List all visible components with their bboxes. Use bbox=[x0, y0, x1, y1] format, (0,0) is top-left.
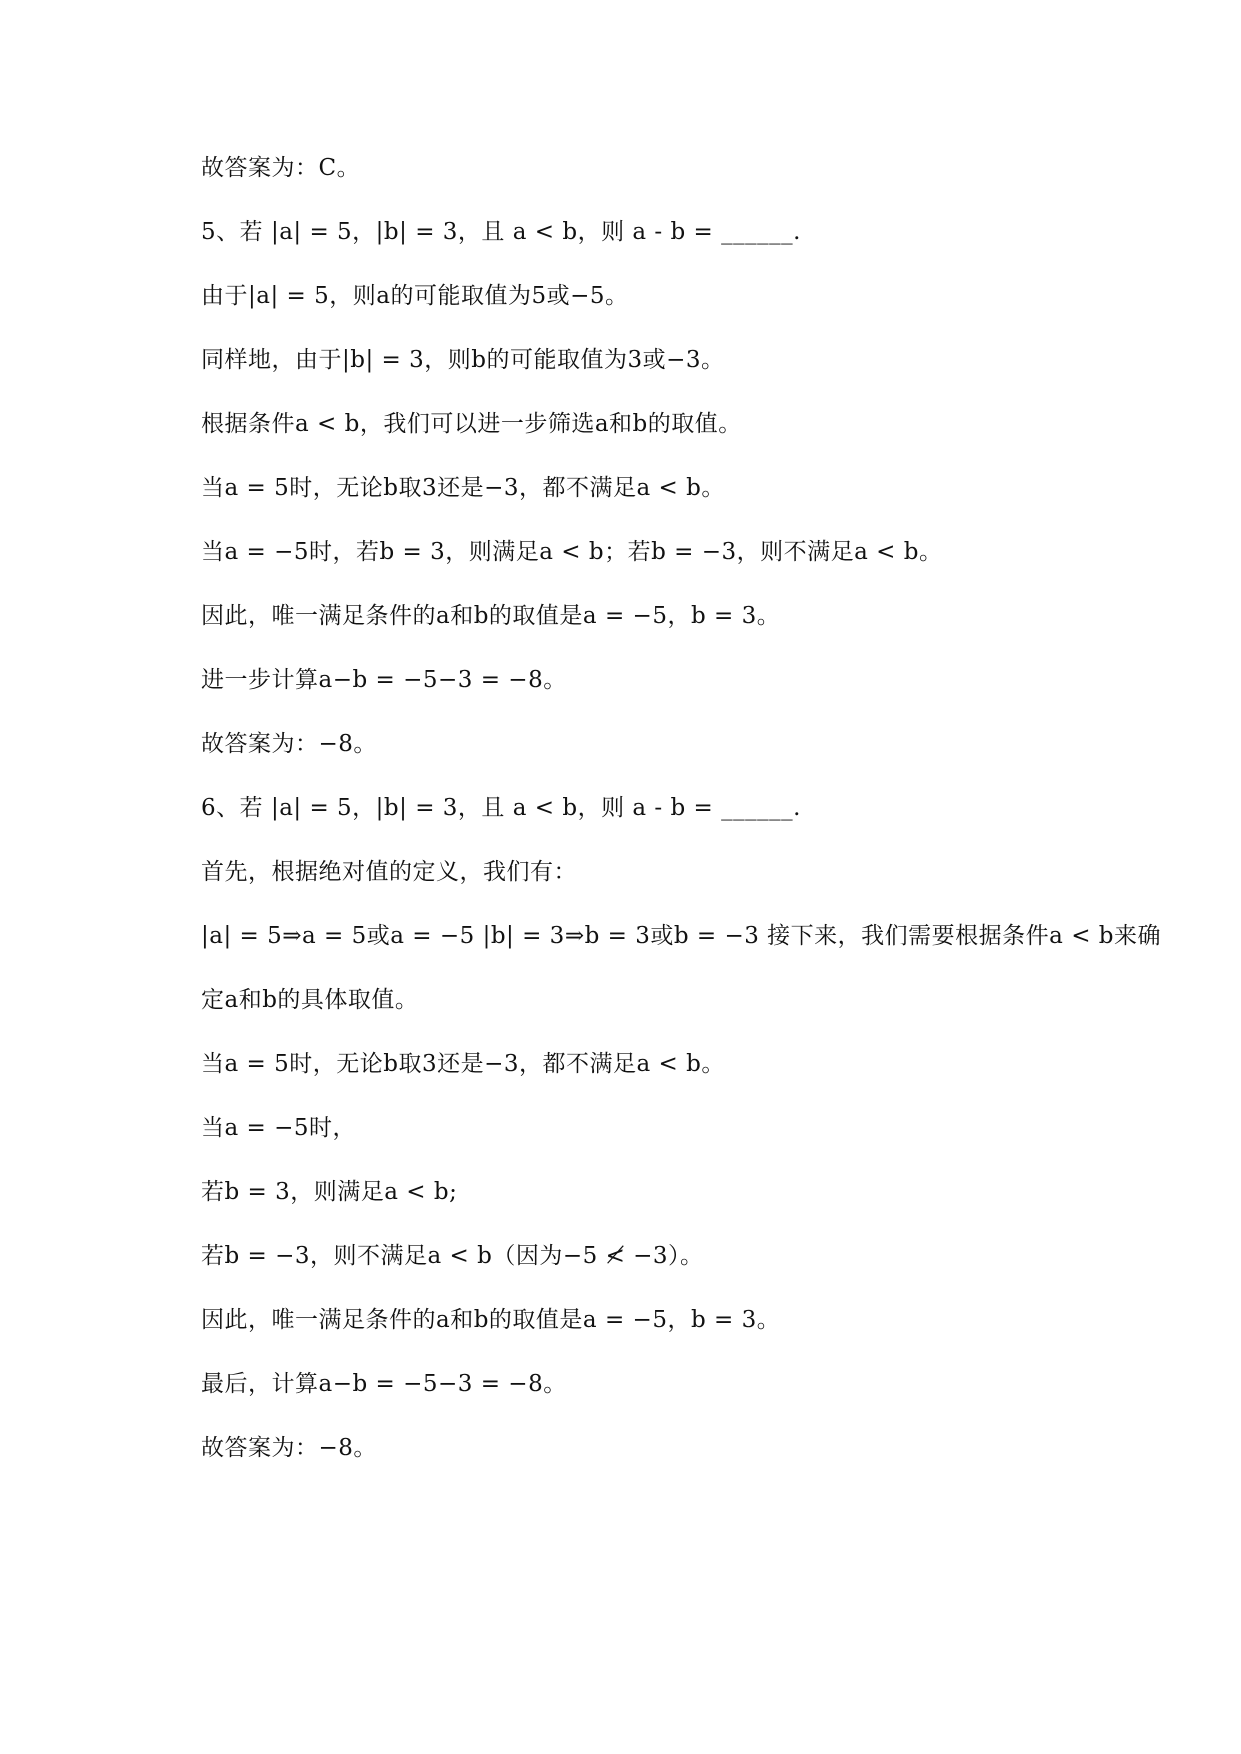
answer-line-c: 故答案为：C。 bbox=[201, 155, 361, 181]
answer-line: 故答案为：−8。 bbox=[201, 1435, 377, 1461]
solution-line: 当a = 5时，无论b取3还是−3，都不满足a < b。 bbox=[201, 475, 725, 501]
solution-line: 因此，唯一满足条件的a和b的取值是a = −5，b = 3。 bbox=[201, 603, 781, 629]
solution-line: 定a和b的具体取值。 bbox=[201, 987, 419, 1013]
solution-line: 最后，计算a−b = −5−3 = −8。 bbox=[201, 1371, 567, 1397]
question-5: 5、若 |a| = 5，|b| = 3，且 a < b，则 a - b = ______. bbox=[201, 219, 801, 245]
solution-line: 若b = 3，则满足a < b; bbox=[201, 1179, 458, 1205]
solution-line: 当a = 5时，无论b取3还是−3，都不满足a < b。 bbox=[201, 1051, 725, 1077]
solution-line: |a| = 5⇒a = 5或a = −5 |b| = 3⇒b = 3或b = −3 接下来，我们需要根据条件a < b来确 bbox=[201, 923, 1162, 949]
solution-line: 根据条件a < b，我们可以进一步筛选a和b的取值。 bbox=[201, 411, 742, 437]
solution-line: 因此，唯一满足条件的a和b的取值是a = −5，b = 3。 bbox=[201, 1307, 781, 1333]
answer-line: 故答案为：−8。 bbox=[201, 731, 377, 757]
solution-line: 首先，根据绝对值的定义，我们有： bbox=[201, 859, 577, 885]
question-6: 6、若 |a| = 5，|b| = 3，且 a < b，则 a - b = ______. bbox=[201, 795, 801, 821]
solution-line: 当a = −5时， bbox=[201, 1115, 357, 1141]
solution-line: 当a = −5时，若b = 3，则满足a < b；若b = −3，则不满足a < b。 bbox=[201, 539, 943, 565]
solution-line: 由于|a| = 5，则a的可能取值为5或−5。 bbox=[201, 283, 629, 309]
solution-line: 同样地，由于|b| = 3，则b的可能取值为3或−3。 bbox=[201, 347, 725, 373]
solution-line: 进一步计算a−b = −5−3 = −8。 bbox=[201, 667, 567, 693]
solution-line: 若b = −3，则不满足a < b（因为−5 ≮ −3）。 bbox=[201, 1243, 704, 1269]
